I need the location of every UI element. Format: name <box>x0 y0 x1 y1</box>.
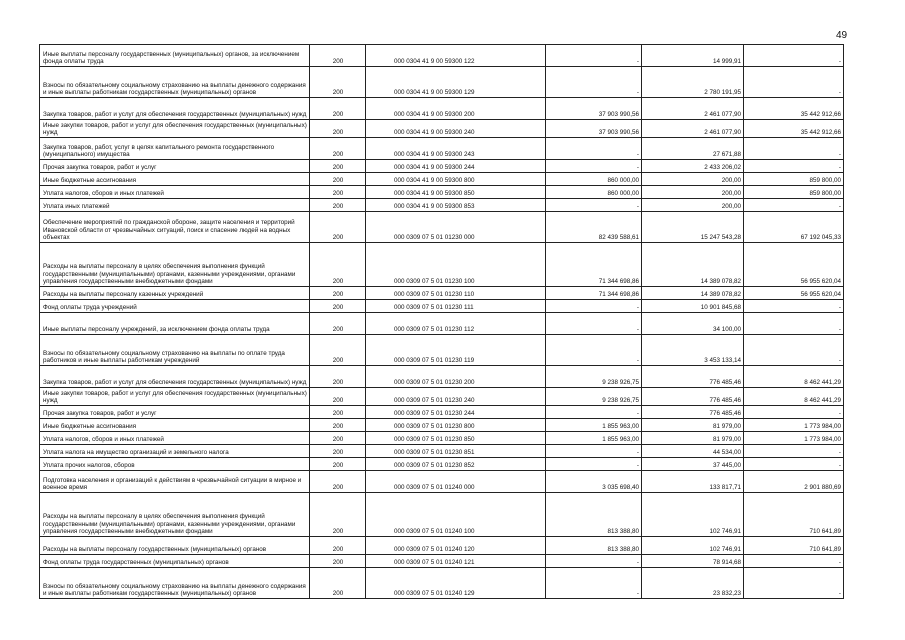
table-row <box>40 458 844 471</box>
row-budget-code: 000 0309 07 5 01 01230 200 <box>366 366 546 388</box>
row-approved-amount: - <box>546 300 642 313</box>
row-budget-code: 000 0304 41 9 00 59300 853 <box>366 199 546 212</box>
row-remaining-amount: 8 462 441,29 <box>744 366 844 388</box>
row-executed-amount: 3 453 133,14 <box>642 335 744 366</box>
table-row <box>40 388 844 406</box>
page-number: 49 <box>836 30 848 41</box>
row-executed-amount: 200,00 <box>642 186 744 199</box>
row-description: Обеспечение мероприятий по гражданской обороне, защите населения и территорий Ивановской области от чрезвычайных ситуаций, поиск и спасение людей на водных объектах <box>40 212 310 243</box>
row-approved-amount: 860 000,00 <box>546 186 642 199</box>
table-row <box>40 493 844 537</box>
row-line-code: 200 <box>310 335 366 366</box>
row-remaining-amount: 56 955 620,04 <box>744 243 844 287</box>
row-remaining-amount: 859 800,00 <box>744 173 844 186</box>
row-line-code: 200 <box>310 287 366 300</box>
row-remaining-amount: 2 901 880,69 <box>744 471 844 493</box>
row-approved-amount: - <box>546 160 642 173</box>
row-description: Иные закупки товаров, работ и услуг для обеспечения государственных (муниципальных) нужд <box>40 120 310 138</box>
row-executed-amount: 200,00 <box>642 173 744 186</box>
row-remaining-amount: - <box>744 45 844 67</box>
row-remaining-amount: 1 773 984,00 <box>744 419 844 432</box>
row-line-code: 200 <box>310 186 366 199</box>
row-budget-code: 000 0309 07 5 01 01230 851 <box>366 445 546 458</box>
row-executed-amount: 81 979,00 <box>642 432 744 445</box>
row-remaining-amount: 710 641,89 <box>744 493 844 537</box>
table-row <box>40 335 844 366</box>
row-remaining-amount: - <box>744 313 844 335</box>
row-remaining-amount: - <box>744 445 844 458</box>
row-description: Фонд оплаты труда государственных (муниципальных) органов <box>40 555 310 568</box>
row-line-code: 200 <box>310 555 366 568</box>
row-remaining-amount: 8 462 441,29 <box>744 388 844 406</box>
table-row <box>40 445 844 458</box>
row-description: Расходы на выплаты персоналу в целях обеспечения выполнения функций государственными (муниципальными) органами, казенными учреждениями, органами управления государственными внебюджетными фондами <box>40 243 310 287</box>
row-line-code: 200 <box>310 173 366 186</box>
row-description: Прочая закупка товаров, работ и услуг <box>40 406 310 419</box>
row-budget-code: 000 0309 07 5 01 01230 850 <box>366 432 546 445</box>
row-approved-amount: 3 035 698,40 <box>546 471 642 493</box>
row-description: Уплата иных платежей <box>40 199 310 212</box>
row-line-code: 200 <box>310 67 366 98</box>
row-executed-amount: 81 979,00 <box>642 419 744 432</box>
table-row <box>40 287 844 300</box>
row-line-code: 200 <box>310 388 366 406</box>
row-approved-amount: 9 238 926,75 <box>546 366 642 388</box>
row-approved-amount: 82 439 588,61 <box>546 212 642 243</box>
row-executed-amount: 14 389 078,82 <box>642 287 744 300</box>
row-executed-amount: 2 433 206,02 <box>642 160 744 173</box>
row-budget-code: 000 0304 41 9 00 59300 244 <box>366 160 546 173</box>
row-budget-code: 000 0309 07 5 01 01240 000 <box>366 471 546 493</box>
row-approved-amount: 71 344 698,86 <box>546 243 642 287</box>
table-row <box>40 300 844 313</box>
row-executed-amount: 776 485,46 <box>642 388 744 406</box>
row-remaining-amount: 1 773 984,00 <box>744 432 844 445</box>
row-approved-amount: 860 000,00 <box>546 173 642 186</box>
row-remaining-amount: 35 442 912,66 <box>744 98 844 120</box>
row-remaining-amount: 67 192 045,33 <box>744 212 844 243</box>
table-row <box>40 419 844 432</box>
row-remaining-amount: - <box>744 568 844 599</box>
row-description: Расходы на выплаты персоналу в целях обеспечения выполнения функций государственными (муниципальными) органами, казенными учреждениями, органами управления государственными внебюджетными фондами <box>40 493 310 537</box>
row-line-code: 200 <box>310 212 366 243</box>
row-description: Закупка товаров, работ, услуг в целях капитального ремонта государственного (муниципального) имущества <box>40 138 310 160</box>
row-executed-amount: 2 461 077,90 <box>642 98 744 120</box>
row-executed-amount: 2 461 077,90 <box>642 120 744 138</box>
row-description: Фонд оплаты труда учреждений <box>40 300 310 313</box>
table-row <box>40 120 844 138</box>
row-line-code: 200 <box>310 160 366 173</box>
row-line-code: 200 <box>310 406 366 419</box>
row-budget-code: 000 0304 41 9 00 59300 243 <box>366 138 546 160</box>
table-body <box>40 45 844 599</box>
row-approved-amount: - <box>546 458 642 471</box>
table-row <box>40 537 844 555</box>
row-line-code: 200 <box>310 458 366 471</box>
row-remaining-amount: 56 955 620,04 <box>744 287 844 300</box>
row-budget-code: 000 0309 07 5 01 01230 800 <box>366 419 546 432</box>
table-row <box>40 432 844 445</box>
table-row <box>40 98 844 120</box>
table-row <box>40 406 844 419</box>
row-line-code: 200 <box>310 45 366 67</box>
row-approved-amount: 71 344 698,86 <box>546 287 642 300</box>
row-budget-code: 000 0309 07 5 01 01230 110 <box>366 287 546 300</box>
row-description: Уплата налога на имущество организаций и земельного налога <box>40 445 310 458</box>
row-budget-code: 000 0309 07 5 01 01230 111 <box>366 300 546 313</box>
table-row <box>40 160 844 173</box>
row-executed-amount: 102 746,91 <box>642 493 744 537</box>
row-approved-amount: 813 388,80 <box>546 493 642 537</box>
table-row <box>40 186 844 199</box>
row-budget-code: 000 0309 07 5 01 01230 119 <box>366 335 546 366</box>
row-description: Прочая закупка товаров, работ и услуг <box>40 160 310 173</box>
row-approved-amount: 1 855 963,00 <box>546 432 642 445</box>
row-description: Взносы по обязательному социальному страхованию на выплаты по оплате труда работников и иные выплаты работникам учреждений <box>40 335 310 366</box>
row-remaining-amount: 35 442 912,66 <box>744 120 844 138</box>
row-approved-amount: - <box>546 67 642 98</box>
table-row <box>40 138 844 160</box>
row-line-code: 200 <box>310 366 366 388</box>
row-approved-amount: - <box>546 45 642 67</box>
row-budget-code: 000 0309 07 5 01 01240 120 <box>366 537 546 555</box>
row-description: Взносы по обязательному социальному страхованию на выплаты денежного содержания и иные выплаты работникам государственных (муниципальных) органов <box>40 67 310 98</box>
table-row <box>40 173 844 186</box>
row-line-code: 200 <box>310 568 366 599</box>
table-row <box>40 366 844 388</box>
row-budget-code: 000 0309 07 5 01 01230 240 <box>366 388 546 406</box>
row-description: Иные закупки товаров, работ и услуг для обеспечения государственных (муниципальных) нужд <box>40 388 310 406</box>
row-executed-amount: 10 901 845,68 <box>642 300 744 313</box>
row-description: Взносы по обязательному социальному страхованию на выплаты денежного содержания и иные выплаты работникам государственных (муниципальных) органов <box>40 568 310 599</box>
row-budget-code: 000 0309 07 5 01 01240 129 <box>366 568 546 599</box>
row-line-code: 200 <box>310 243 366 287</box>
row-line-code: 200 <box>310 432 366 445</box>
row-description: Иные выплаты персоналу учреждений, за исключением фонда оплаты труда <box>40 313 310 335</box>
row-approved-amount: - <box>546 335 642 366</box>
row-approved-amount: 9 238 926,75 <box>546 388 642 406</box>
row-description: Уплата прочих налогов, сборов <box>40 458 310 471</box>
table-row <box>40 212 844 243</box>
row-executed-amount: 44 534,00 <box>642 445 744 458</box>
row-executed-amount: 15 247 543,28 <box>642 212 744 243</box>
table-row <box>40 67 844 98</box>
row-line-code: 200 <box>310 493 366 537</box>
row-budget-code: 000 0309 07 5 01 01240 100 <box>366 493 546 537</box>
row-remaining-amount: - <box>744 199 844 212</box>
table-row <box>40 199 844 212</box>
row-executed-amount: 133 817,71 <box>642 471 744 493</box>
row-executed-amount: 27 671,88 <box>642 138 744 160</box>
row-approved-amount: - <box>546 406 642 419</box>
row-budget-code: 000 0309 07 5 01 01230 112 <box>366 313 546 335</box>
row-approved-amount: - <box>546 138 642 160</box>
row-remaining-amount: 710 641,89 <box>744 537 844 555</box>
row-remaining-amount: - <box>744 406 844 419</box>
table-row <box>40 45 844 67</box>
row-description: Закупка товаров, работ и услуг для обеспечения государственных (муниципальных) нужд <box>40 98 310 120</box>
row-budget-code: 000 0304 41 9 00 59300 240 <box>366 120 546 138</box>
row-description: Уплата налогов, сборов и иных платежей <box>40 432 310 445</box>
table-row <box>40 313 844 335</box>
row-description: Уплата налогов, сборов и иных платежей <box>40 186 310 199</box>
row-remaining-amount: - <box>744 138 844 160</box>
row-description: Иные бюджетные ассигнования <box>40 419 310 432</box>
row-remaining-amount: - <box>744 67 844 98</box>
row-line-code: 200 <box>310 138 366 160</box>
row-line-code: 200 <box>310 300 366 313</box>
row-description: Расходы на выплаты персоналу государственных (муниципальных) органов <box>40 537 310 555</box>
row-executed-amount: 2 780 191,95 <box>642 67 744 98</box>
row-line-code: 200 <box>310 419 366 432</box>
row-approved-amount: 1 855 963,00 <box>546 419 642 432</box>
row-approved-amount: 37 903 990,56 <box>546 98 642 120</box>
row-budget-code: 000 0309 07 5 01 01240 121 <box>366 555 546 568</box>
row-budget-code: 000 0309 07 5 01 01230 000 <box>366 212 546 243</box>
row-approved-amount: - <box>546 199 642 212</box>
table-row <box>40 471 844 493</box>
row-budget-code: 000 0304 41 9 00 59300 200 <box>366 98 546 120</box>
row-approved-amount: 813 388,80 <box>546 537 642 555</box>
budget-execution-table <box>39 44 844 599</box>
row-budget-code: 000 0309 07 5 01 01230 244 <box>366 406 546 419</box>
row-approved-amount: - <box>546 445 642 458</box>
row-budget-code: 000 0304 41 9 00 59300 850 <box>366 186 546 199</box>
row-approved-amount: - <box>546 555 642 568</box>
table-row <box>40 243 844 287</box>
row-line-code: 200 <box>310 199 366 212</box>
row-executed-amount: 34 100,00 <box>642 313 744 335</box>
row-executed-amount: 23 832,23 <box>642 568 744 599</box>
row-description: Иные выплаты персоналу государственных (муниципальных) органов, за исключением фонда оплаты труда <box>40 45 310 67</box>
row-line-code: 200 <box>310 471 366 493</box>
row-executed-amount: 78 914,68 <box>642 555 744 568</box>
row-budget-code: 000 0304 41 9 00 59300 800 <box>366 173 546 186</box>
row-budget-code: 000 0304 41 9 00 59300 129 <box>366 67 546 98</box>
row-remaining-amount: - <box>744 160 844 173</box>
row-description: Подготовка населения и организаций к действиям в чрезвычайной ситуации в мирное и военное время <box>40 471 310 493</box>
row-executed-amount: 200,00 <box>642 199 744 212</box>
row-line-code: 200 <box>310 445 366 458</box>
row-remaining-amount: - <box>744 300 844 313</box>
row-remaining-amount: 859 800,00 <box>744 186 844 199</box>
table-row <box>40 555 844 568</box>
row-remaining-amount: - <box>744 555 844 568</box>
row-executed-amount: 776 485,46 <box>642 406 744 419</box>
row-remaining-amount: - <box>744 335 844 366</box>
row-executed-amount: 14 389 078,82 <box>642 243 744 287</box>
row-line-code: 200 <box>310 313 366 335</box>
row-executed-amount: 37 445,00 <box>642 458 744 471</box>
row-line-code: 200 <box>310 537 366 555</box>
row-approved-amount: - <box>546 313 642 335</box>
row-approved-amount: - <box>546 568 642 599</box>
row-line-code: 200 <box>310 98 366 120</box>
row-remaining-amount: - <box>744 458 844 471</box>
row-line-code: 200 <box>310 120 366 138</box>
row-approved-amount: 37 903 990,56 <box>546 120 642 138</box>
row-executed-amount: 102 746,91 <box>642 537 744 555</box>
row-description: Иные бюджетные ассигнования <box>40 173 310 186</box>
row-executed-amount: 14 999,91 <box>642 45 744 67</box>
row-description: Закупка товаров, работ и услуг для обеспечения государственных (муниципальных) нужд <box>40 366 310 388</box>
row-budget-code: 000 0309 07 5 01 01230 100 <box>366 243 546 287</box>
table-row <box>40 568 844 599</box>
row-description: Расходы на выплаты персоналу казенных учреждений <box>40 287 310 300</box>
row-budget-code: 000 0304 41 9 00 59300 122 <box>366 45 546 67</box>
row-executed-amount: 776 485,46 <box>642 366 744 388</box>
row-budget-code: 000 0309 07 5 01 01230 852 <box>366 458 546 471</box>
